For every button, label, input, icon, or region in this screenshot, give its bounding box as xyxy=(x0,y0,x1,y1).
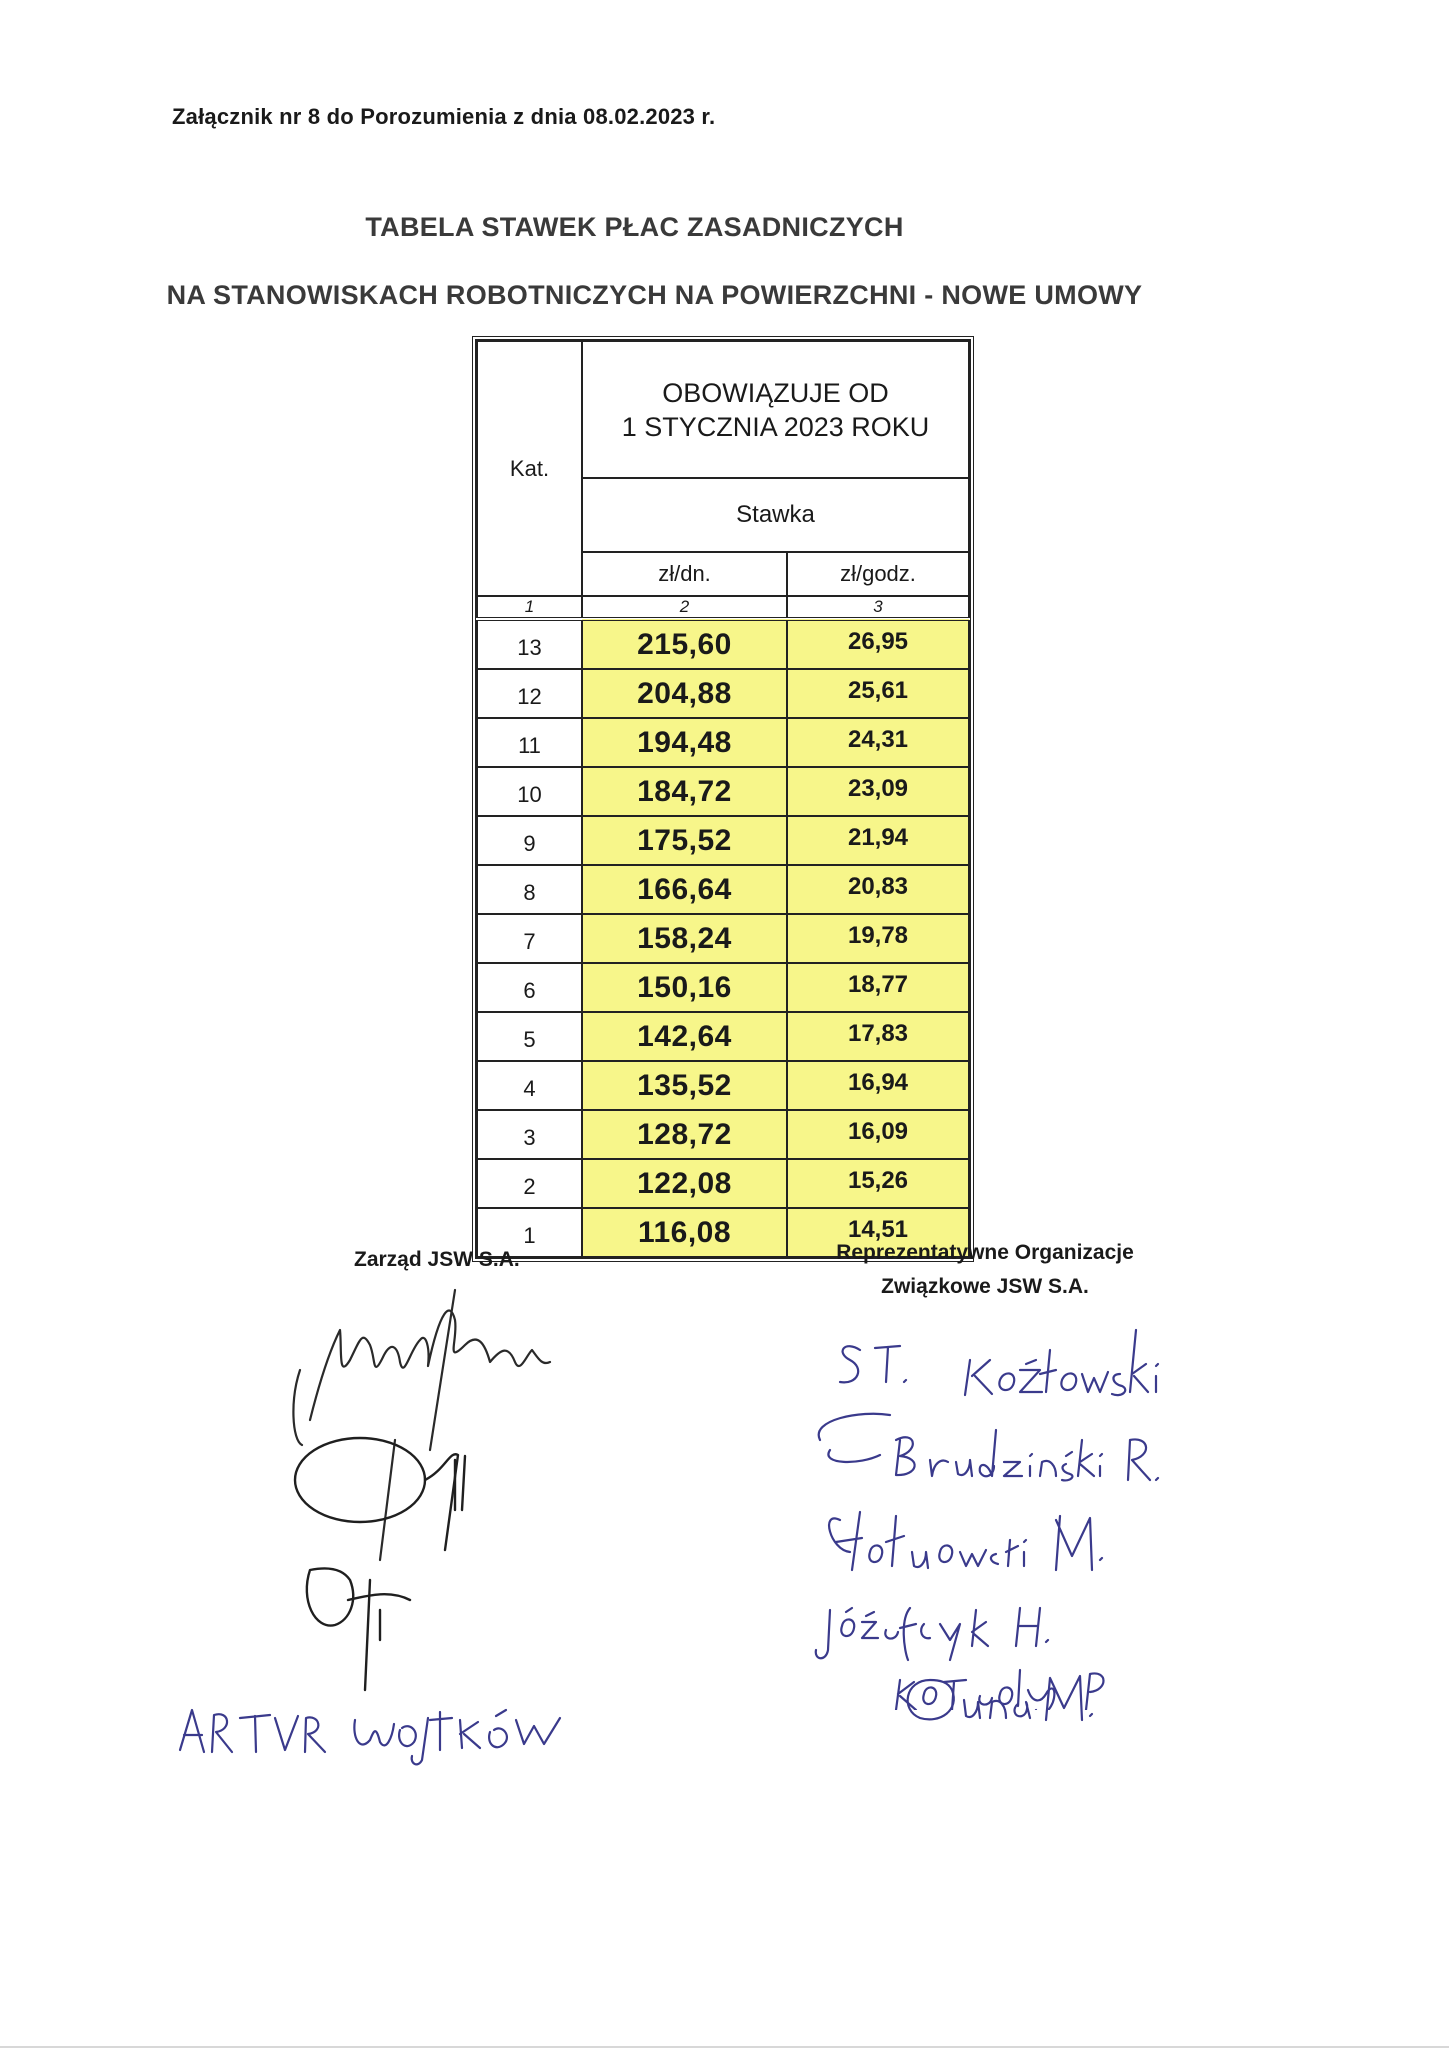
document-subtitle: NA STANOWISKACH ROBOTNICZYCH NA POWIERZCHNI - NOWE UMOWY xyxy=(166,280,1143,310)
hour-rate-cell: 25,61 xyxy=(787,669,969,718)
column-index: 2 xyxy=(582,596,787,619)
hour-rate-cell: 19,78 xyxy=(787,914,969,963)
table-row xyxy=(477,963,969,1012)
category-cell: 9 xyxy=(477,816,582,865)
category-cell: 3 xyxy=(477,1110,582,1159)
day-rate-cell: 116,08 xyxy=(582,1208,787,1257)
hour-rate-cell: 16,09 xyxy=(787,1110,969,1159)
table-row xyxy=(477,816,969,865)
valid-from-line1: OBOWIĄZUJE OD xyxy=(662,377,889,408)
column-index: 1 xyxy=(477,596,582,619)
rate-table-grid xyxy=(476,340,970,1258)
valid-from-header xyxy=(582,341,969,478)
hour-rate-cell: 26,95 xyxy=(787,619,969,669)
duna-signature xyxy=(900,1660,1140,1740)
hour-rate-cell: 14,51 xyxy=(787,1208,969,1257)
management-board-label: Zarząd JSW S.A. xyxy=(354,1248,520,1271)
day-rate-cell: 128,72 xyxy=(582,1110,787,1159)
day-rate-cell: 184,72 xyxy=(582,767,787,816)
table-row xyxy=(477,619,969,669)
hour-rate-cell: 16,94 xyxy=(787,1061,969,1110)
column-index: 3 xyxy=(787,596,969,619)
table-row xyxy=(477,1061,969,1110)
artur-signature xyxy=(160,1660,590,1770)
day-rate-cell: 150,16 xyxy=(582,963,787,1012)
table-row xyxy=(477,669,969,718)
hour-rate-cell: 18,77 xyxy=(787,963,969,1012)
category-cell: 5 xyxy=(477,1012,582,1061)
category-cell: 6 xyxy=(477,963,582,1012)
document-title: TABELA STAWEK PŁAC ZASADNICZYCH xyxy=(365,212,904,242)
union-signatures xyxy=(800,1290,1270,1710)
table-row xyxy=(477,914,969,963)
day-rate-cell: 175,52 xyxy=(582,816,787,865)
category-cell: 4 xyxy=(477,1061,582,1110)
category-cell: 2 xyxy=(477,1159,582,1208)
table-row xyxy=(477,1012,969,1061)
day-rate-cell: 142,64 xyxy=(582,1012,787,1061)
category-cell: 10 xyxy=(477,767,582,816)
hour-rate-cell: 20,83 xyxy=(787,865,969,914)
category-cell: 13 xyxy=(477,619,582,669)
day-rate-cell: 158,24 xyxy=(582,914,787,963)
day-rate-cell: 122,08 xyxy=(582,1159,787,1208)
hour-rate-cell: 21,94 xyxy=(787,816,969,865)
unit-day-header: zł/dn. xyxy=(582,552,787,596)
category-cell: 11 xyxy=(477,718,582,767)
day-rate-cell: 166,64 xyxy=(582,865,787,914)
day-rate-cell: 135,52 xyxy=(582,1061,787,1110)
category-cell: 12 xyxy=(477,669,582,718)
union-label-line2: Związkowe JSW S.A. xyxy=(881,1275,1089,1298)
day-rate-cell: 204,88 xyxy=(582,669,787,718)
category-cell: 7 xyxy=(477,914,582,963)
category-cell: 1 xyxy=(477,1208,582,1257)
table-row xyxy=(477,718,969,767)
unit-hour-header: zł/godz. xyxy=(787,552,969,596)
hour-rate-cell: 15,26 xyxy=(787,1159,969,1208)
rate-header: Stawka xyxy=(582,478,969,552)
table-row xyxy=(477,865,969,914)
table-row xyxy=(477,767,969,816)
day-rate-cell: 194,48 xyxy=(582,718,787,767)
day-rate-cell: 215,60 xyxy=(582,619,787,669)
hour-rate-cell: 17,83 xyxy=(787,1012,969,1061)
hour-rate-cell: 24,31 xyxy=(787,718,969,767)
valid-from-line2: 1 STYCZNIA 2023 ROKU xyxy=(621,411,930,442)
category-header: Kat. xyxy=(477,341,582,596)
rate-table xyxy=(472,336,974,1262)
category-cell: 8 xyxy=(477,865,582,914)
column-index-row xyxy=(477,596,969,619)
attachment-note: Załącznik nr 8 do Porozumienia z dnia 08.02.2023 r. xyxy=(172,104,716,129)
table-row xyxy=(477,1159,969,1208)
table-row xyxy=(477,1110,969,1159)
union-label-line1: Reprezentatywne Organizacje xyxy=(836,1241,1134,1264)
hour-rate-cell: 23,09 xyxy=(787,767,969,816)
